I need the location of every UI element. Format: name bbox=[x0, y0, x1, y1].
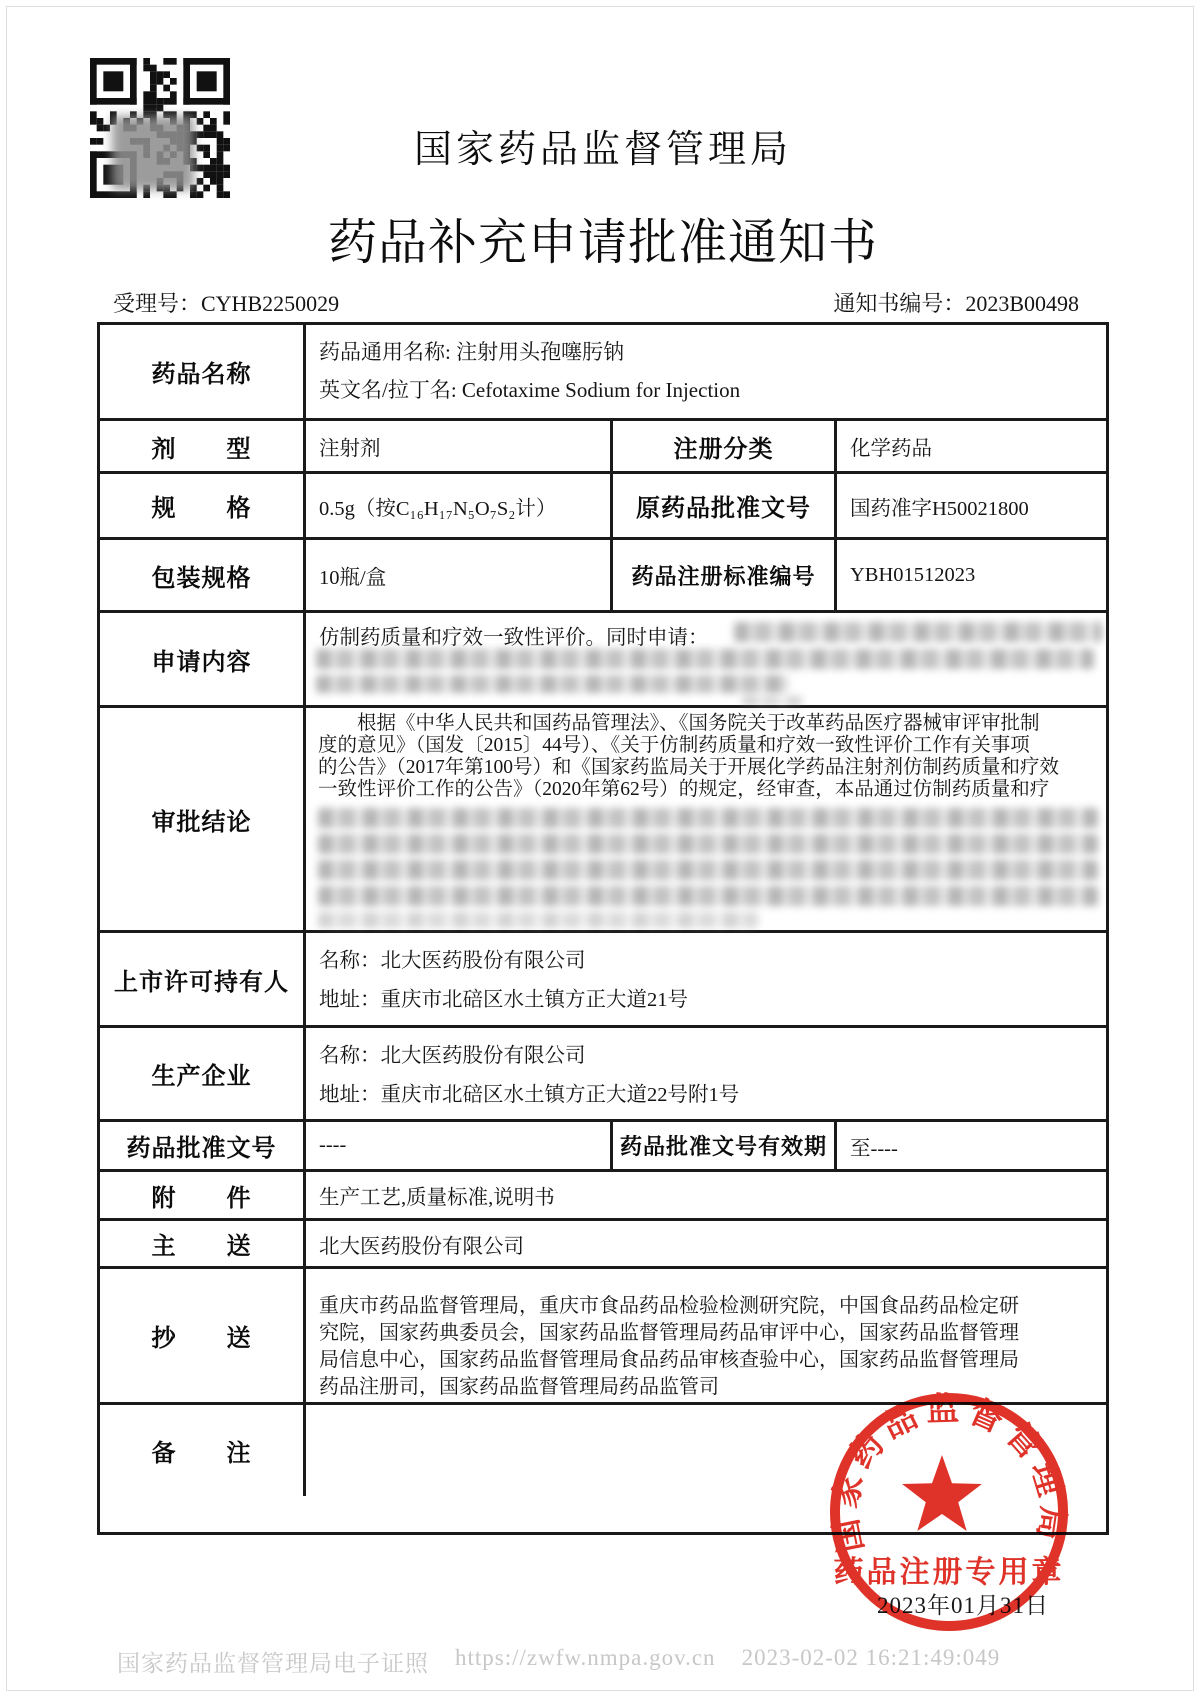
notice-number: 通知书编号：2023B00498 bbox=[833, 291, 1079, 316]
cc-line: 药品注册司，国家药品监督管理局药品监管司 bbox=[319, 1376, 719, 1398]
registration-standard-no-label: 药品注册标准编号 bbox=[610, 540, 834, 610]
dosage-form-value: 注射剂 bbox=[303, 421, 610, 471]
holder-address: 地址：重庆市北碚区水土镇方正大道21号 bbox=[319, 989, 688, 1011]
official-seal bbox=[815, 1378, 1083, 1646]
row-dosage-form bbox=[100, 418, 1106, 471]
cc-label: 抄 送 bbox=[151, 1326, 252, 1352]
redacted-text-block bbox=[318, 808, 1098, 828]
footer-timestamp: 2023-02-02 16:21:49:049 bbox=[741, 1645, 1001, 1670]
attachments-value: 生产工艺,质量标准,说明书 bbox=[303, 1172, 1106, 1218]
drug-name-label: 药品名称 bbox=[151, 362, 252, 388]
registration-class-value: 化学药品 bbox=[834, 421, 1106, 471]
conclusion-line: 一致性评价工作的公告》（2020年第62号）的规定，经审查，本品通过仿制药质量和疗 bbox=[318, 779, 1050, 800]
cc-line: 局信息中心，国家药品监督管理局食品药品审核查验中心，国家药品监督管理局 bbox=[319, 1349, 1019, 1371]
redacted-text-block bbox=[318, 886, 1098, 906]
dosage-form-label: 剂 型 bbox=[151, 436, 252, 463]
redacted-text-block bbox=[318, 860, 1098, 880]
attachments-label: 附 件 bbox=[151, 1185, 252, 1212]
seal-type-text: 药品注册专用章 bbox=[833, 1556, 1065, 1589]
specification-value: 0.5g（按C₁₆H₁₇N₅O₇S₂计） bbox=[303, 474, 610, 537]
document-title: 药品补充申请批准通知书 bbox=[327, 215, 878, 270]
row-main-recipient bbox=[100, 1218, 1106, 1266]
reference-line bbox=[97, 287, 1109, 318]
row-approval-conclusion bbox=[100, 705, 1106, 930]
specification-label: 规 格 bbox=[151, 496, 252, 522]
approval-no-validity-label: 药品批准文号有效期 bbox=[610, 1122, 834, 1169]
redacted-text-block bbox=[316, 675, 788, 693]
manufacturer-name: 名称：北大医药股份有限公司 bbox=[319, 1045, 586, 1067]
approval-table bbox=[97, 322, 1109, 1535]
row-package-spec bbox=[100, 537, 1106, 610]
footer-url: https://zwfw.nmpa.gov.cn bbox=[455, 1645, 716, 1670]
row-manufacturer bbox=[100, 1025, 1106, 1119]
conclusion-line: 的公告》（2017年第100号）和《国家药监局关于开展化学药品注射剂仿制药质量和疗效 bbox=[318, 757, 1060, 778]
main-recipient-label: 主 送 bbox=[151, 1234, 252, 1260]
row-drug-name bbox=[100, 325, 1106, 418]
approval-no-label: 药品批准文号 bbox=[126, 1136, 277, 1162]
row-approval-no bbox=[100, 1119, 1106, 1169]
application-content-text: 仿制药质量和疗效一致性评价。同时申请： bbox=[319, 627, 709, 649]
approval-conclusion-label: 审批结论 bbox=[151, 809, 252, 836]
remarks-label: 备 注 bbox=[151, 1441, 252, 1467]
manufacturer-value bbox=[303, 1028, 1106, 1119]
seal-star bbox=[902, 1455, 982, 1531]
generic-name: 药品通用名称: 注射用头孢噻肟钠 bbox=[319, 340, 625, 364]
seal-date: 2023年01月31日 bbox=[877, 1593, 1049, 1618]
redacted-text-block bbox=[318, 834, 1098, 854]
conclusion-line: 度的意见》（国发〔2015〕44号）、《关于仿制药质量和疗效一致性评价工作有关事项 bbox=[318, 735, 1030, 756]
application-content-label: 申请内容 bbox=[151, 649, 252, 676]
footer-label: 国家药品监督管理局电子证照 bbox=[117, 1651, 429, 1676]
redacted-text-block bbox=[316, 649, 1094, 669]
package-spec-value: 10瓶/盒 bbox=[303, 540, 610, 610]
redacted-text-block bbox=[742, 696, 802, 706]
cc-line: 重庆市药品监督管理局，重庆市食品药品检验检测研究院，中国食品药品检定研 bbox=[319, 1295, 1019, 1317]
original-approval-no-label: 原药品批准文号 bbox=[610, 474, 834, 537]
original-approval-no-value: 国药准字H50021800 bbox=[834, 474, 1106, 537]
row-specification bbox=[100, 471, 1106, 537]
row-attachments bbox=[100, 1169, 1106, 1218]
holder-name: 名称：北大医药股份有限公司 bbox=[319, 950, 586, 972]
acceptance-number: 受理号：CYHB2250029 bbox=[113, 291, 340, 316]
cc-line: 究院，国家药典委员会，国家药品监督管理局药品审评中心，国家药品监督管理 bbox=[319, 1322, 1019, 1344]
registration-class-label: 注册分类 bbox=[610, 421, 834, 471]
manufacturer-label: 生产企业 bbox=[151, 1064, 252, 1090]
application-content-value bbox=[303, 613, 1106, 705]
manufacturer-address: 地址：重庆市北碚区水土镇方正大道22号附1号 bbox=[319, 1084, 740, 1106]
approval-no-value: ---- bbox=[303, 1122, 610, 1169]
svg-text:国家药品监督管理局 bbox=[826, 1391, 1070, 1556]
english-name: 英文名/拉丁名: Cefotaxime Sodium for Injection bbox=[319, 378, 741, 402]
seal-ring-text: 国家药品监督管理局 bbox=[827, 1391, 1071, 1556]
main-recipient-value: 北大医药股份有限公司 bbox=[303, 1221, 1106, 1266]
drug-name-value bbox=[303, 325, 1106, 418]
agency-title: 国家药品监督管理局 bbox=[413, 129, 792, 171]
row-license-holder bbox=[100, 930, 1106, 1025]
approval-no-validity-value: 至---- bbox=[834, 1122, 1106, 1169]
approval-conclusion-value bbox=[303, 708, 1106, 930]
license-holder-label: 上市许可持有人 bbox=[114, 969, 289, 996]
package-spec-label: 包装规格 bbox=[151, 565, 252, 592]
redacted-text-block bbox=[734, 622, 1102, 642]
license-holder-value bbox=[303, 933, 1106, 1025]
redacted-text-block bbox=[318, 912, 758, 928]
registration-standard-no-value: YBH01512023 bbox=[834, 540, 1106, 610]
footer bbox=[117, 1645, 1000, 1678]
conclusion-line: 根据《中华人民共和国药品管理法》、《国务院关于改革药品医疗器械审评审批制 bbox=[357, 713, 1040, 734]
row-application-content bbox=[100, 610, 1106, 705]
